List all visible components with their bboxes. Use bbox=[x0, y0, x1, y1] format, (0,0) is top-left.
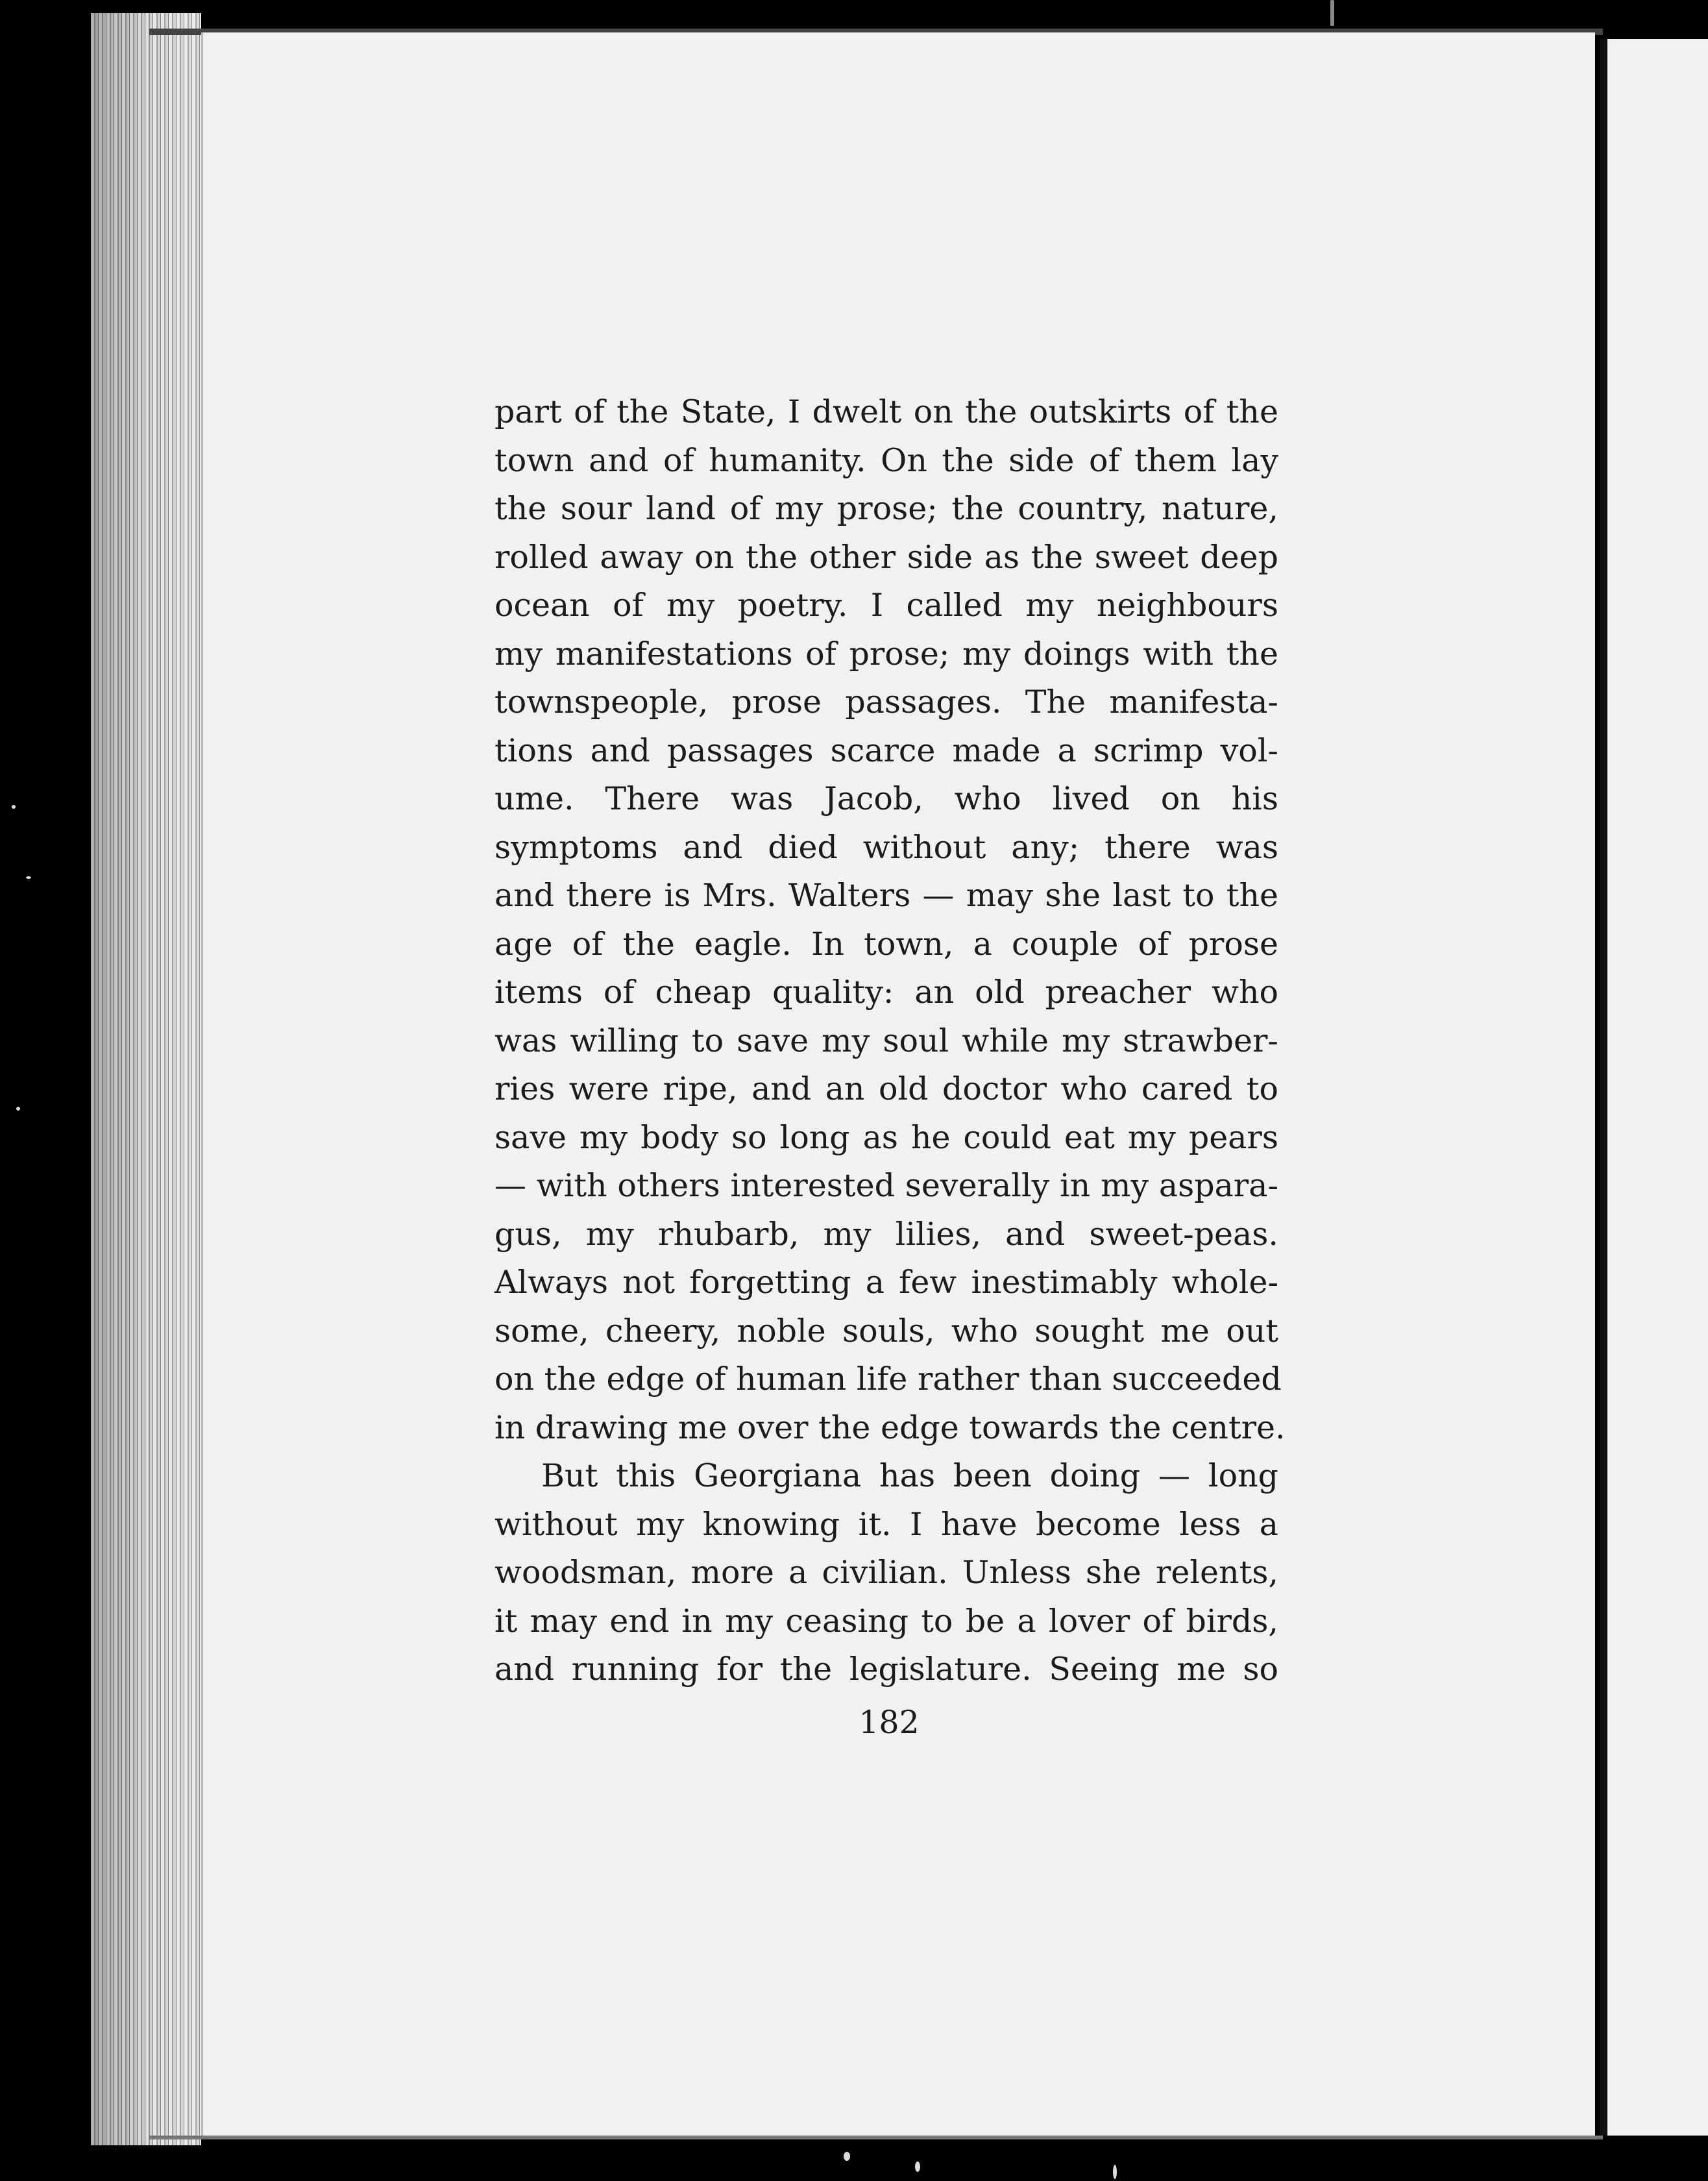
scan-speck bbox=[12, 805, 16, 809]
text-line: symptoms and died without any; there was bbox=[494, 828, 1278, 866]
paragraph-start-line: But this Georgiana has been doing — long bbox=[541, 1457, 1278, 1494]
scan-speck bbox=[1330, 0, 1334, 26]
text-line: townspeople, prose passages. The manifesta- bbox=[494, 684, 1278, 721]
text-line: part of the State, I dwelt on the outskirts of the bbox=[494, 393, 1278, 430]
text-line: gus, my rhubarb, my lilies, and sweet-peas. bbox=[494, 1215, 1278, 1253]
text-line: ume. There was Jacob, who lived on his bbox=[494, 780, 1278, 817]
text-line: Always not forgetting a few inestimably whole- bbox=[494, 1264, 1278, 1301]
text-line: without my knowing it. I have become less a bbox=[494, 1505, 1278, 1543]
scan-speck bbox=[16, 1107, 20, 1111]
scan-speck bbox=[1113, 2165, 1117, 2179]
text-line: some, cheery, noble souls, who sought me out bbox=[494, 1312, 1278, 1349]
text-line: — with others interested severally in my aspara- bbox=[494, 1167, 1278, 1204]
text-line: woodsman, more a civilian. Unless she relents, bbox=[494, 1554, 1278, 1591]
page-edges-shadow bbox=[91, 13, 201, 2145]
page-number: 182 bbox=[859, 1704, 920, 1741]
text-line: was willing to save my soul while my strawber- bbox=[494, 1022, 1278, 1059]
text-line: ocean of my poetry. I called my neighbours bbox=[494, 587, 1278, 624]
book-bottom-edge bbox=[149, 2136, 1603, 2139]
page-body-text bbox=[494, 388, 1286, 1694]
scan-speck bbox=[26, 876, 31, 879]
text-line: it may end in my ceasing to be a lover of birds, bbox=[494, 1602, 1278, 1640]
text-line: and running for the legislature. Seeing me so bbox=[494, 1651, 1278, 1688]
text-line: rolled away on the other side as the sweet deep bbox=[494, 538, 1278, 576]
text-line: on the edge of human life rather than succeeded bbox=[494, 1361, 1282, 1398]
text-line: ries were ripe, and an old doctor who cared to bbox=[494, 1070, 1278, 1107]
text-line: items of cheap quality: an old preacher who bbox=[494, 974, 1278, 1011]
facing-page-edge bbox=[1600, 39, 1708, 2136]
scan-speck bbox=[915, 2162, 920, 2172]
text-line: the sour land of my prose; the country, nature, bbox=[494, 490, 1278, 527]
text-line: in drawing me over the edge towards the centre. bbox=[494, 1409, 1286, 1446]
text-line: and there is Mrs. Walters — may she last to the bbox=[494, 877, 1278, 914]
scan-speck bbox=[844, 2152, 850, 2161]
text-line: town and of humanity. On the side of them lay bbox=[494, 441, 1278, 479]
text-line: age of the eagle. In town, a couple of prose bbox=[494, 925, 1278, 963]
text-line: save my body so long as he could eat my pears bbox=[494, 1118, 1278, 1156]
text-line: tions and passages scarce made a scrimp vol- bbox=[494, 732, 1278, 769]
text-line: my manifestations of prose; my doings with the bbox=[494, 635, 1278, 672]
